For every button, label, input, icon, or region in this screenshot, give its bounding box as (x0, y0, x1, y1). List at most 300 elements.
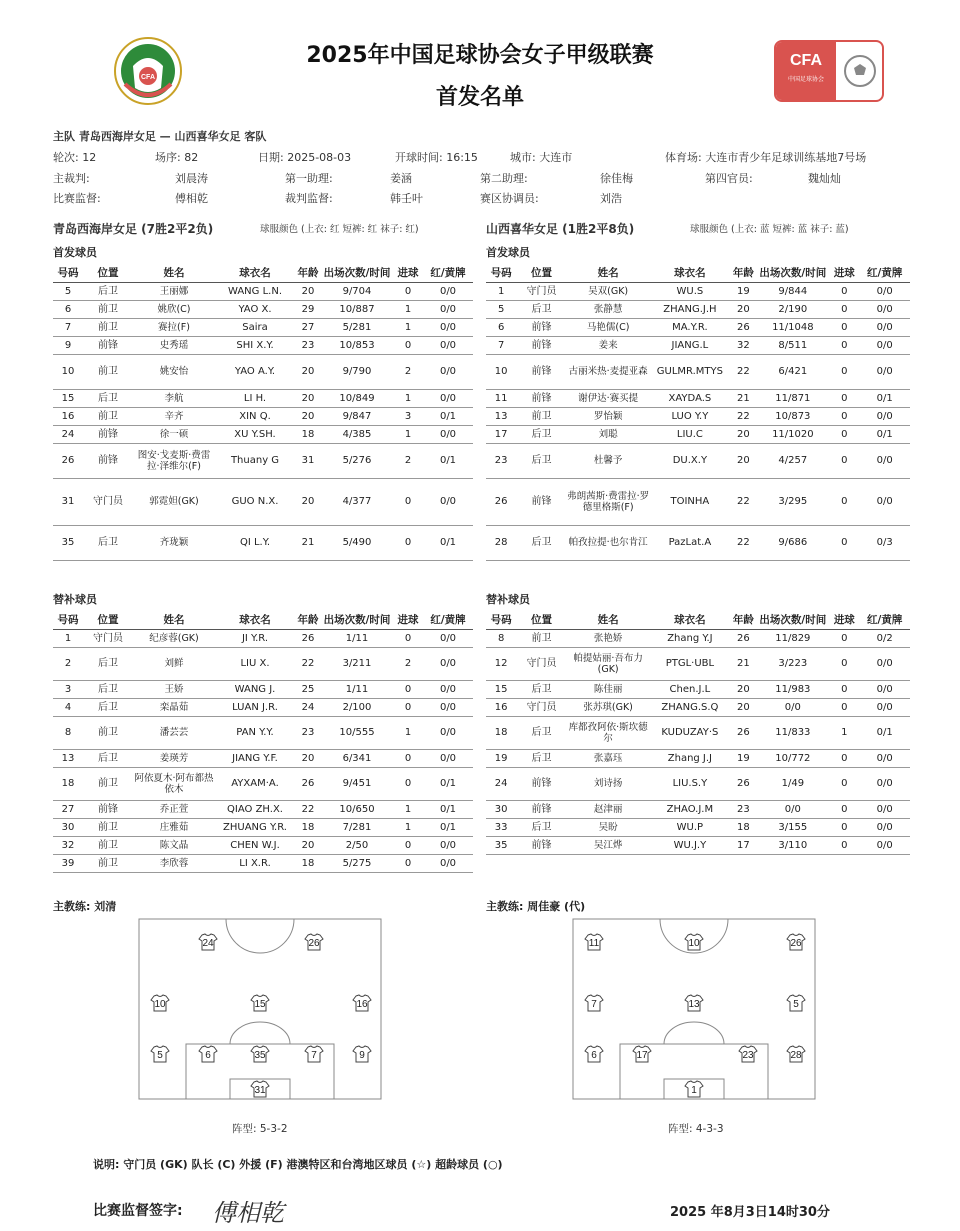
player-shirt-icon (251, 995, 269, 1011)
cell-cards: 0/1 (423, 800, 473, 818)
cell-name: 徐一硕 (133, 425, 215, 443)
cell-position: 前卫 (83, 836, 133, 854)
cell-goals: 1 (393, 425, 423, 443)
cell-cards: 0/0 (859, 282, 910, 300)
cell-cards: 0/0 (423, 300, 473, 318)
cell-cards: 0/0 (859, 478, 910, 525)
cell-cards: 0/0 (859, 318, 910, 336)
cell-shirt-name: XU Y.SH. (215, 425, 295, 443)
home-formation-pitch (138, 918, 382, 1100)
cell-appearances: 6/421 (757, 354, 830, 389)
cell-appearances: 10/772 (757, 749, 830, 767)
col-header-shirt-name: 球衣名 (215, 611, 295, 629)
cell-goals: 0 (393, 836, 423, 854)
cell-number: 13 (486, 407, 516, 425)
table-row (486, 525, 910, 560)
table-row (486, 800, 910, 818)
cell-appearances: 10/650 (321, 800, 393, 818)
cell-number: 15 (53, 389, 83, 407)
cell-age: 22 (295, 647, 321, 680)
cell-number: 8 (486, 629, 516, 647)
ref-supervisor: 韩壬叶 (390, 192, 423, 205)
cell-number: 39 (53, 854, 83, 872)
player-shirt-icon (633, 1046, 651, 1062)
cell-cards: 0/0 (859, 300, 910, 318)
cell-goals: 0 (393, 698, 423, 716)
page-title: 2025年中国足球协会女子甲级联赛 (306, 43, 654, 68)
cell-cards: 0/0 (859, 698, 910, 716)
cell-number: 6 (53, 300, 83, 318)
cell-goals: 1 (393, 716, 423, 749)
cell-cards: 0/0 (859, 407, 910, 425)
cell-shirt-name: WU.S (650, 282, 731, 300)
player-number: 6 (591, 1050, 597, 1061)
cell-name: 栾晶茹 (133, 698, 215, 716)
col-header-number: 号码 (486, 611, 516, 629)
cell-position: 守门员 (83, 629, 133, 647)
cell-number: 8 (53, 716, 83, 749)
cell-age: 20 (295, 749, 321, 767)
cell-shirt-name: LIU.C (650, 425, 731, 443)
cell-cards: 0/0 (859, 336, 910, 354)
ref-supervisor-label: 裁判监督: (285, 192, 333, 205)
player-number: 23 (742, 1050, 754, 1061)
col-header-name: 姓名 (133, 264, 215, 282)
table-row (486, 300, 910, 318)
cell-number: 15 (486, 680, 516, 698)
cell-age: 18 (295, 854, 321, 872)
cell-name: 罗怡颖 (567, 407, 650, 425)
cell-appearances: 0/0 (757, 800, 830, 818)
cell-goals: 2 (393, 443, 423, 478)
cell-position: 前锋 (516, 389, 566, 407)
cell-appearances: 5/275 (321, 854, 393, 872)
home-subs-table (53, 611, 473, 873)
cell-cards: 0/1 (423, 818, 473, 836)
cell-cards: 0/0 (423, 336, 473, 354)
cell-position: 后卫 (516, 818, 566, 836)
table-row (53, 354, 473, 389)
player-number: 10 (688, 938, 700, 949)
player-number: 9 (359, 1050, 365, 1061)
cell-shirt-name: AYXAM·A. (215, 767, 295, 800)
cell-shirt-name: Zhang J.J (650, 749, 731, 767)
cell-shirt-name: TOINHA (650, 478, 731, 525)
table-row (486, 478, 910, 525)
col-header-position: 位置 (83, 611, 133, 629)
cell-cards: 0/0 (859, 818, 910, 836)
cell-name: 弗朗茜斯·费雷拉·罗德里格斯(F) (567, 478, 650, 525)
cell-name: 张艳娇 (567, 629, 650, 647)
cell-position: 前卫 (83, 818, 133, 836)
cell-age: 21 (730, 389, 756, 407)
home-subs-label: 替补球员 (53, 593, 97, 606)
cell-age: 20 (295, 478, 321, 525)
cell-shirt-name: LIU X. (215, 647, 295, 680)
cell-shirt-name: WANG J. (215, 680, 295, 698)
cell-goals: 0 (829, 629, 859, 647)
cell-position: 守门员 (516, 698, 566, 716)
cell-name: 刘聪 (567, 425, 650, 443)
cell-age: 24 (295, 698, 321, 716)
cell-name: 辛齐 (133, 407, 215, 425)
cell-age: 26 (730, 318, 756, 336)
cell-shirt-name: YAO X. (215, 300, 295, 318)
cell-name: 吴盼 (567, 818, 650, 836)
table-row (53, 818, 473, 836)
cell-position: 前锋 (516, 336, 566, 354)
supervisor-label: 比赛监督: (53, 192, 101, 205)
cell-age: 20 (730, 680, 756, 698)
away-starters-table (486, 264, 910, 561)
table-row (486, 629, 910, 647)
cell-age: 21 (295, 525, 321, 560)
player-number: 24 (202, 938, 214, 949)
cell-age: 22 (295, 800, 321, 818)
cell-cards: 0/0 (423, 680, 473, 698)
page-subtitle: 首发名单 (435, 85, 524, 110)
home-kit: 球服颜色 (上衣: 红 短裤: 红 袜子: 红) (260, 224, 419, 235)
cell-appearances: 10/555 (321, 716, 393, 749)
cell-shirt-name: PTGL·UBL (650, 647, 731, 680)
referee: 刘晨涛 (175, 172, 208, 185)
cell-age: 20 (295, 354, 321, 389)
cfa-logo-text: CFA (790, 52, 822, 69)
col-header-position: 位置 (83, 264, 133, 282)
cell-cards: 0/0 (859, 767, 910, 800)
table-row (53, 525, 473, 560)
cell-age: 20 (730, 443, 756, 478)
table-row (486, 647, 910, 680)
cell-shirt-name: Thuany G (215, 443, 295, 478)
away-starters-label: 首发球员 (486, 246, 530, 259)
col-header-appearances: 出场次数/时间 (757, 264, 830, 282)
cell-age: 19 (730, 749, 756, 767)
cell-shirt-name: PazLat.A (650, 525, 731, 560)
cell-appearances: 10/887 (321, 300, 393, 318)
cell-shirt-name: ZHAO.J.M (650, 800, 731, 818)
col-header-age: 年龄 (730, 264, 756, 282)
home-team-name: 青岛西海岸女足 (7胜2平2负) (53, 222, 214, 236)
cell-shirt-name: XIN Q. (215, 407, 295, 425)
cell-cards: 0/2 (859, 629, 910, 647)
cell-name: 谢伊达·赛买提 (567, 389, 650, 407)
cell-goals: 0 (829, 680, 859, 698)
cell-cards: 0/0 (423, 716, 473, 749)
col-header-cards: 红/黄牌 (423, 264, 473, 282)
cell-cards: 0/0 (423, 629, 473, 647)
cell-goals: 0 (393, 749, 423, 767)
cell-appearances: 3/223 (757, 647, 830, 680)
col-header-number: 号码 (53, 264, 83, 282)
home-starters-label: 首发球员 (53, 246, 97, 259)
table-row (53, 282, 473, 300)
cell-shirt-name: GUO N.X. (215, 478, 295, 525)
cell-cards: 0/0 (423, 425, 473, 443)
table-row (53, 680, 473, 698)
col-header-position: 位置 (516, 611, 566, 629)
table-row (486, 680, 910, 698)
cell-appearances: 1/11 (321, 680, 393, 698)
table-row (53, 425, 473, 443)
cell-number: 35 (53, 525, 83, 560)
cell-cards: 0/0 (423, 854, 473, 872)
cell-goals: 0 (393, 854, 423, 872)
cell-position: 守门员 (516, 282, 566, 300)
table-row (486, 389, 910, 407)
cell-age: 18 (730, 818, 756, 836)
cell-age: 22 (730, 525, 756, 560)
cell-appearances: 7/281 (321, 818, 393, 836)
cell-goals: 0 (829, 647, 859, 680)
cell-goals: 0 (829, 407, 859, 425)
fourth-official: 魏灿灿 (808, 172, 841, 185)
sign-date: 2025 年8月3日14时30分 (670, 1205, 830, 1220)
cell-shirt-name: LUO Y.Y (650, 407, 731, 425)
player-shirt-icon (305, 934, 323, 950)
cell-number: 24 (53, 425, 83, 443)
cell-appearances: 4/377 (321, 478, 393, 525)
cell-appearances: 9/451 (321, 767, 393, 800)
cell-position: 后卫 (516, 716, 566, 749)
cell-cards: 0/0 (859, 443, 910, 478)
cell-cards: 0/0 (859, 647, 910, 680)
match-date: 日期: 2025-08-03 (258, 151, 352, 164)
cell-number: 18 (53, 767, 83, 800)
cell-number: 6 (486, 318, 516, 336)
cell-name: 姜来 (567, 336, 650, 354)
cell-shirt-name: LUAN J.R. (215, 698, 295, 716)
cell-shirt-name: JI Y.R. (215, 629, 295, 647)
cell-goals: 0 (829, 525, 859, 560)
round: 轮次: 12 (53, 151, 97, 164)
player-shirt-icon (305, 1046, 323, 1062)
cell-cards: 0/1 (859, 716, 910, 749)
col-header-name: 姓名 (567, 264, 650, 282)
table-row (53, 854, 473, 872)
player-number: 1 (691, 1085, 697, 1096)
match-number: 场序: 82 (155, 151, 199, 164)
cell-position: 守门员 (83, 478, 133, 525)
cell-age: 26 (730, 767, 756, 800)
cell-age: 22 (730, 354, 756, 389)
cell-cards: 0/0 (859, 749, 910, 767)
player-number: 5 (793, 999, 799, 1010)
col-header-cards: 红/黄牌 (859, 611, 910, 629)
cell-goals: 0 (829, 443, 859, 478)
cell-goals: 1 (393, 818, 423, 836)
table-row (486, 318, 910, 336)
cell-position: 守门员 (516, 647, 566, 680)
supervisor-signature: 傅相乾 (212, 1199, 284, 1227)
cell-number: 17 (486, 425, 516, 443)
cell-position: 前卫 (83, 318, 133, 336)
cell-name: 张苏琪(GK) (567, 698, 650, 716)
table-row (486, 818, 910, 836)
ar1: 姜涵 (390, 172, 412, 185)
cell-appearances: 5/276 (321, 443, 393, 478)
table-row (486, 716, 910, 749)
cell-cards: 0/0 (859, 680, 910, 698)
cell-appearances: 9/847 (321, 407, 393, 425)
col-header-goals: 进球 (829, 264, 859, 282)
table-row (53, 300, 473, 318)
cell-shirt-name: LIU.S.Y (650, 767, 731, 800)
player-shirt-icon (685, 1081, 703, 1097)
cell-position: 后卫 (516, 680, 566, 698)
cell-appearances: 3/110 (757, 836, 830, 854)
cell-name: 张嘉珏 (567, 749, 650, 767)
table-row (486, 767, 910, 800)
cell-position: 后卫 (516, 525, 566, 560)
cell-number: 11 (486, 389, 516, 407)
cell-goals: 0 (393, 478, 423, 525)
cell-age: 25 (295, 680, 321, 698)
col-header-number: 号码 (486, 264, 516, 282)
player-number: 15 (254, 999, 266, 1010)
cell-number: 1 (486, 282, 516, 300)
away-team-name: 山西喜华女足 (1胜2平8负) (486, 222, 635, 236)
cell-position: 后卫 (516, 300, 566, 318)
away-subs-table (486, 611, 910, 855)
cell-appearances: 10/853 (321, 336, 393, 354)
cell-cards: 0/0 (423, 318, 473, 336)
fourth-official-label: 第四官员: (705, 172, 753, 185)
table-row (486, 443, 910, 478)
cell-appearances: 9/686 (757, 525, 830, 560)
cell-number: 7 (53, 318, 83, 336)
player-shirt-icon (685, 934, 703, 950)
cell-name: 姚欣(C) (133, 300, 215, 318)
cell-cards: 0/0 (423, 836, 473, 854)
cell-goals: 0 (393, 767, 423, 800)
player-shirt-icon (585, 934, 603, 950)
cell-position: 前锋 (516, 836, 566, 854)
cell-position: 前卫 (83, 407, 133, 425)
cell-goals: 0 (829, 800, 859, 818)
cell-name: 纪彦蓉(GK) (133, 629, 215, 647)
cell-name: 李航 (133, 389, 215, 407)
cell-shirt-name: Saira (215, 318, 295, 336)
cell-shirt-name: Chen.J.L (650, 680, 731, 698)
cell-number: 30 (53, 818, 83, 836)
cell-goals: 0 (829, 354, 859, 389)
player-shirt-icon (787, 995, 805, 1011)
table-row (486, 749, 910, 767)
cell-appearances: 9/844 (757, 282, 830, 300)
cell-goals: 0 (393, 680, 423, 698)
table-row (53, 698, 473, 716)
player-number: 5 (157, 1050, 163, 1061)
cell-age: 32 (730, 336, 756, 354)
cell-appearances: 11/1020 (757, 425, 830, 443)
cell-number: 5 (53, 282, 83, 300)
player-number: 11 (588, 938, 600, 949)
player-number: 35 (254, 1050, 266, 1061)
cell-age: 17 (730, 836, 756, 854)
player-shirt-icon (151, 995, 169, 1011)
cell-goals: 3 (393, 407, 423, 425)
col-header-shirt-name: 球衣名 (650, 611, 731, 629)
cell-age: 20 (295, 407, 321, 425)
cell-cards: 0/0 (859, 800, 910, 818)
cell-shirt-name: KUDUZAY·S (650, 716, 731, 749)
table-row (486, 425, 910, 443)
cell-age: 29 (295, 300, 321, 318)
player-number: 17 (636, 1050, 648, 1061)
cell-number: 16 (53, 407, 83, 425)
cell-goals: 0 (829, 336, 859, 354)
table-row (486, 354, 910, 389)
cell-appearances: 11/1048 (757, 318, 830, 336)
cell-position: 后卫 (83, 680, 133, 698)
cell-shirt-name: LI H. (215, 389, 295, 407)
cell-position: 前锋 (83, 800, 133, 818)
away-formation: 阵型: 4-3-3 (668, 1123, 724, 1135)
away-subs-label: 替补球员 (486, 593, 530, 606)
table-row (486, 698, 910, 716)
col-header-shirt-name: 球衣名 (215, 264, 295, 282)
cell-number: 26 (486, 478, 516, 525)
player-shirt-icon (251, 1081, 269, 1097)
cell-name: 齐珑颖 (133, 525, 215, 560)
cell-goals: 0 (829, 836, 859, 854)
cell-position: 前卫 (83, 767, 133, 800)
col-header-name: 姓名 (133, 611, 215, 629)
cell-name: 赛拉(F) (133, 318, 215, 336)
player-shirt-icon (199, 1046, 217, 1062)
cell-cards: 0/0 (859, 354, 910, 389)
cell-age: 21 (730, 647, 756, 680)
cell-name: 乔正萱 (133, 800, 215, 818)
cell-number: 35 (486, 836, 516, 854)
col-header-appearances: 出场次数/时间 (321, 611, 393, 629)
table-row (53, 647, 473, 680)
cell-cards: 0/1 (859, 389, 910, 407)
cell-appearances: 5/490 (321, 525, 393, 560)
cell-age: 26 (295, 767, 321, 800)
cell-appearances: 2/100 (321, 698, 393, 716)
cell-position: 前锋 (516, 318, 566, 336)
cfa-logo-subtext: 中国足球协会 (787, 76, 824, 83)
cell-appearances: 0/0 (757, 698, 830, 716)
player-number: 26 (308, 938, 320, 949)
table-row (53, 716, 473, 749)
player-shirt-icon (739, 1046, 757, 1062)
cell-name: 姜瑛芳 (133, 749, 215, 767)
cell-goals: 0 (829, 478, 859, 525)
cell-appearances: 8/511 (757, 336, 830, 354)
col-header-shirt-name: 球衣名 (650, 264, 731, 282)
cell-name: 史秀瑶 (133, 336, 215, 354)
col-header-cards: 红/黄牌 (423, 611, 473, 629)
cell-position: 前卫 (83, 354, 133, 389)
cell-number: 4 (53, 698, 83, 716)
cell-name: 帕孜拉提·也尔肯江 (567, 525, 650, 560)
cell-position: 后卫 (83, 647, 133, 680)
player-number: 26 (790, 938, 802, 949)
cell-appearances: 10/849 (321, 389, 393, 407)
cell-shirt-name: PAN Y.Y. (215, 716, 295, 749)
cell-age: 22 (730, 407, 756, 425)
cell-position: 后卫 (83, 282, 133, 300)
player-shirt-icon (353, 1046, 371, 1062)
table-row (53, 478, 473, 525)
player-number: 7 (311, 1050, 317, 1061)
cell-goals: 0 (829, 767, 859, 800)
cell-name: 吴双(GK) (567, 282, 650, 300)
cell-appearances: 3/211 (321, 647, 393, 680)
